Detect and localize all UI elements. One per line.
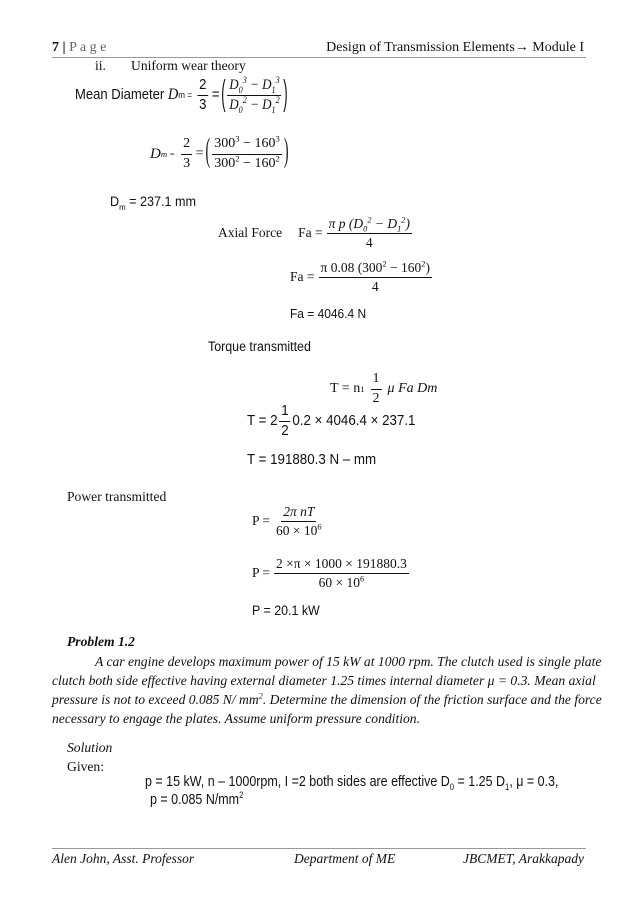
given-line-1: p = 15 kW, n – 1000rpm, I =2 both sides are effective $D_0 = 1.25$ $D_1$, μ = 0.3,	[145, 774, 559, 792]
torque-formula: T = n 1 $\frac{1}{2}$ μ Fa Dm	[330, 371, 438, 406]
document-title: Design of Transmission Elements→ Module I	[326, 40, 584, 55]
section-number: ii.	[95, 58, 106, 73]
axial-force-substitution: Fa = $\frac{\pi 0.08 (300^2 - 160^2)}{4}$	[290, 259, 430, 294]
axial-force-result: Fa = 4046.4 N	[290, 306, 367, 321]
fraction-two-thirds: $\frac{2}{3}$	[199, 76, 207, 113]
problem-line-1: A car engine develops maximum power of 15 kW at 1000 rpm. The clutch used is single plate	[95, 654, 602, 669]
power-substitution: P = $\frac{2 \times\pi \times 1000 \times 191880.3}{60 \times 10^6}$	[252, 555, 407, 590]
page-word: P a g e	[69, 40, 107, 55]
footer-rule	[52, 848, 586, 849]
problem-line-3: pressure is not to exceed 0.085 N/ $mm^2$. Determine the dimension of the friction surface and the force	[52, 690, 602, 707]
power-formula: P = $\frac{\text{2π nT}}{60 \times 10^6}$	[252, 503, 322, 538]
page-header: 7 | P a g e	[52, 40, 107, 55]
section-title: Uniform wear theory	[131, 58, 246, 73]
power-heading: Power transmitted	[67, 489, 167, 504]
torque-result: T = 191880.3 N – mm	[247, 452, 377, 468]
given-label: Given:	[67, 759, 104, 774]
problem-line-2: clutch both side effective having external diameter 1.25 times internal diameter μ = 0.3. Mean axial	[52, 673, 596, 688]
dm-substitution: D m = $\frac{2}{3}$ = ( $\frac{300^3 - 160^3}{300^2 - 160^2}$ )	[150, 133, 289, 171]
problem-line-4: necessary to engage the plates. Assume uniform pressure condition.	[52, 711, 420, 726]
footer-author: Alen John, Asst. Professor	[52, 851, 195, 866]
given-line-2: p = 0.085 $N/mm^2$	[150, 790, 244, 808]
power-result: P = 20.1 kW	[252, 603, 320, 618]
footer-institution: JBCMET, Arakkapady	[463, 851, 584, 866]
mean-diameter-formula: Mean Diameter D m = $\frac{2}{3}$ = ( $\frac{D_0^3 - D_1^3}{D_0^2 - D_1^2}$ )	[75, 75, 288, 115]
page-number: 7	[52, 40, 59, 55]
problem-title: Problem 1.2	[67, 634, 135, 649]
diameter-ratio-fraction: $\frac{D_0^3 - D_1^3}{D_0^2 - D_1^2}$	[229, 75, 280, 115]
solution-title: Solution	[67, 740, 113, 755]
arrow-icon: →	[514, 40, 529, 55]
torque-heading: Torque transmitted	[208, 339, 311, 354]
dm-result: $D_m = 237.1$ mm	[110, 193, 197, 212]
footer-department: Department of ME	[294, 851, 396, 866]
torque-substitution: T = 2 $\frac{1}{2}$ 0.2 × 4046.4 × 237.1	[247, 402, 416, 439]
axial-force-formula: Axial Force Fa = $\frac{\pi p (D_0^2 - D_1^2)}{4}$	[218, 215, 410, 250]
